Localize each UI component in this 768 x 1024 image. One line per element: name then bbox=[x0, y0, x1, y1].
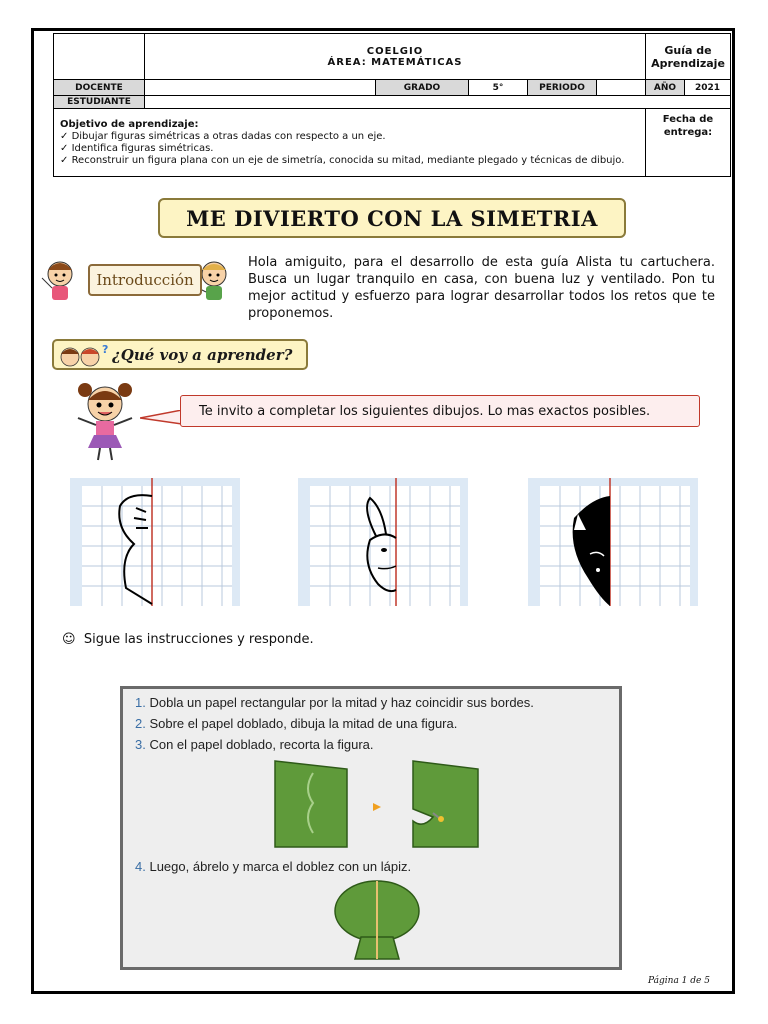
instructions-intro-text: Sigue las instrucciones y responde. bbox=[83, 632, 314, 647]
area-name: ÁREA: MATEMÁTICAS bbox=[327, 56, 463, 68]
step-item: 2. Sobre el papel doblado, dibuja la mitad de una figura. bbox=[135, 716, 458, 731]
page-footer: Página 1 de 5 bbox=[648, 976, 710, 986]
intro-badge bbox=[38, 254, 238, 310]
tree-illustration bbox=[331, 879, 423, 963]
periodo-label: PERIODO bbox=[528, 80, 597, 96]
smiley-icon: ☺ bbox=[62, 632, 84, 647]
fold-illustration bbox=[273, 759, 483, 849]
girl-illustration bbox=[70, 380, 140, 462]
speech-bubble: Te invito a completar los siguientes dibujos. Lo mas exactos posibles. bbox=[180, 395, 700, 427]
estudiante-label: ESTUDIANTE bbox=[54, 96, 145, 109]
intro-text: Hola amiguito, para el desarrollo de esta guía Alista tu cartuchera. Busca un lugar tranquilo en casa, con buena luz y ventilado. Pon tu mejor actitud y esfuerzo para lograr desarrollar todos los retos que te proponemos. bbox=[248, 255, 715, 321]
instructions-panel bbox=[120, 686, 622, 970]
drawing-grid-cat[interactable] bbox=[528, 478, 698, 606]
objective-item: ✓ Reconstruir un figura plana con un eje de simetría, conocida su mitad, mediante plegado y técnicas de dibujo. bbox=[60, 155, 639, 167]
page-title: ME DIVIERTO CON LA SIMETRIA bbox=[158, 198, 626, 238]
svg-text:?: ? bbox=[102, 343, 109, 356]
objectives-block bbox=[54, 109, 646, 177]
step-item: 3. Con el papel doblado, recorta la figura. bbox=[135, 737, 374, 752]
instructions-intro bbox=[62, 632, 314, 647]
kids-icon bbox=[56, 341, 112, 369]
step-item: 1. Dobla un papel rectangular por la mitad y haz coincidir sus bordes. bbox=[135, 695, 534, 710]
drawing-grid-rabbit[interactable] bbox=[298, 478, 468, 606]
guide-label: Guía de Aprendizaje bbox=[646, 34, 731, 80]
school-area bbox=[145, 34, 646, 80]
intro-label: Introducción bbox=[88, 264, 202, 296]
learn-banner bbox=[52, 339, 308, 370]
docente-label: DOCENTE bbox=[54, 80, 145, 96]
objectives-title: Objetivo de aprendizaje: bbox=[60, 118, 199, 130]
objective-item: ✓ Identifica figuras simétricas. bbox=[60, 143, 639, 155]
estudiante-field[interactable] bbox=[145, 96, 731, 109]
anio-value: 2021 bbox=[685, 80, 731, 96]
fecha-entrega: Fecha de entrega: bbox=[646, 109, 731, 177]
periodo-field[interactable] bbox=[597, 80, 646, 96]
objective-item: ✓ Dibujar figuras simétricas a otras dadas con respecto a un eje. bbox=[60, 131, 639, 143]
step-item: 4. Luego, ábrelo y marca el doblez con un lápiz. bbox=[135, 859, 412, 874]
anio-label: AÑO bbox=[646, 80, 685, 96]
grado-label: GRADO bbox=[376, 80, 469, 96]
drawing-grid-tiger[interactable] bbox=[70, 478, 240, 606]
header-table bbox=[53, 33, 731, 177]
docente-field[interactable] bbox=[145, 80, 376, 96]
grado-value: 5° bbox=[469, 80, 528, 96]
bubble-tail bbox=[140, 410, 182, 426]
learn-label: ¿Qué voy a aprender? bbox=[112, 346, 293, 364]
school-name: COELGIO bbox=[366, 45, 424, 57]
